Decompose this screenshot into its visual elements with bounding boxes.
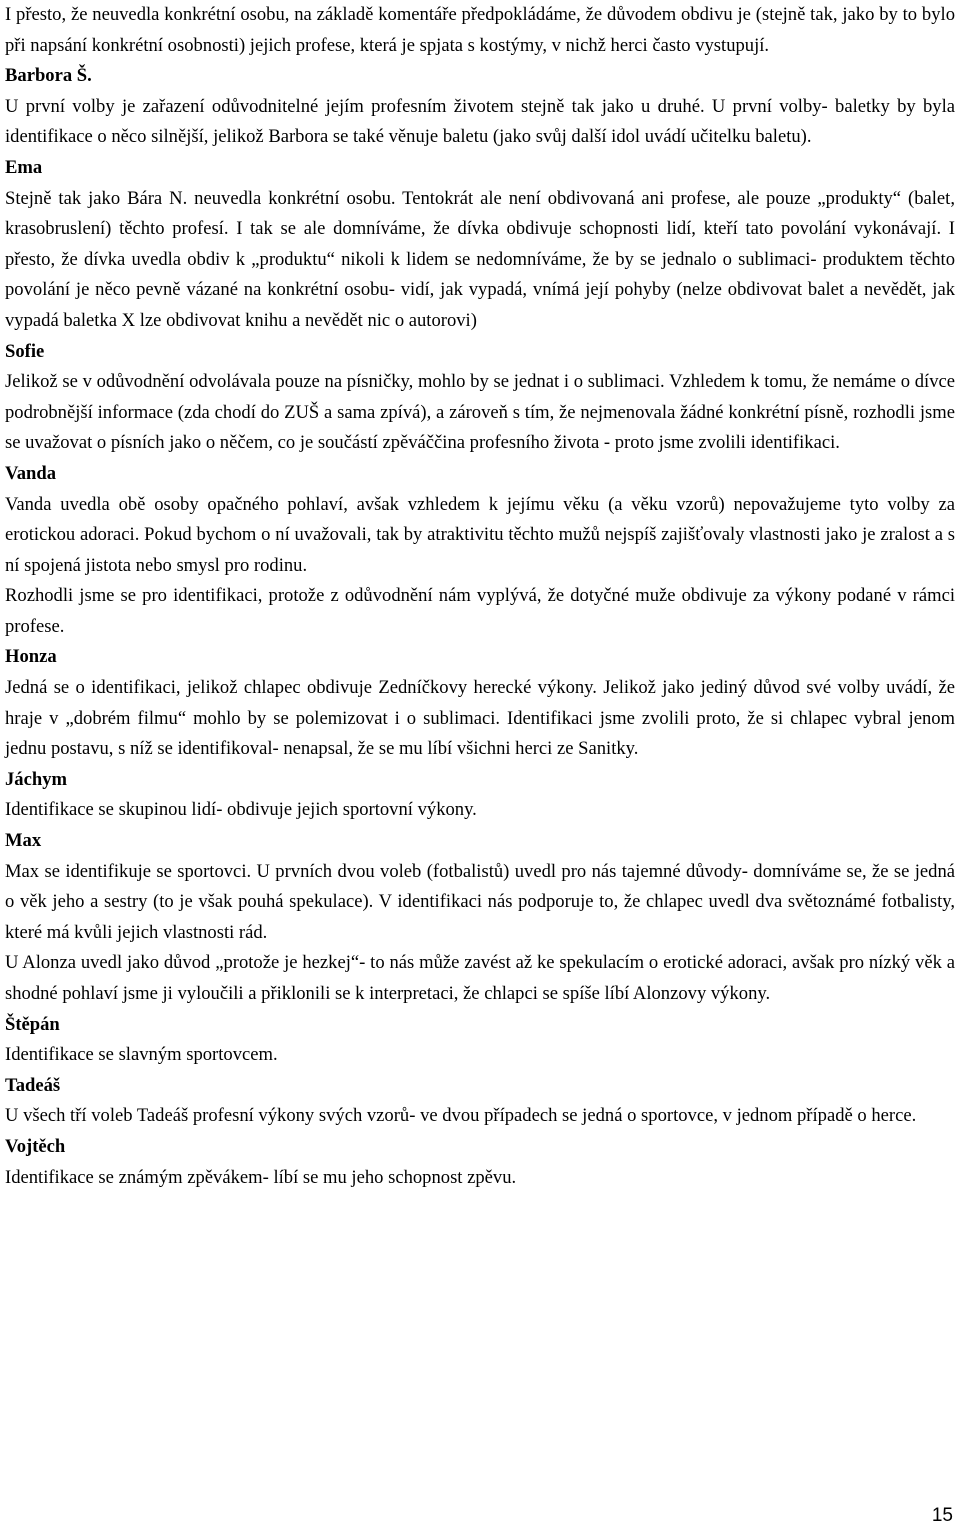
paragraph-barbora: U první volby je zařazení odůvodnitelné jejím profesním životem stejně tak jako u druhé. U první volby- baletky by byla identifikace o něco silnější, jelikož Barbora se také věnuje baletu (jako svůj další idol uvádí učitelku baletu). xyxy=(5,95,955,148)
heading-max: Max xyxy=(5,830,42,852)
heading-honza: Honza xyxy=(5,646,57,668)
document-body xyxy=(5,0,955,1193)
heading-sofie: Sofie xyxy=(5,340,45,362)
heading-jachym: Jáchym xyxy=(5,768,67,790)
paragraph-jachym: Identifikace se skupinou lidí- obdivuje jejich sportovní výkony. xyxy=(5,799,477,821)
paragraph-stepan: Identifikace se slavným sportovcem. xyxy=(5,1044,278,1066)
paragraph-max-1: Max se identifikuje se sportovci. U prvních dvou voleb (fotbalistů) uvedl pro nás tajemné důvody- domníváme se, že se jedná o věk jeho a sestry (to je však pouhá spekulace). V identifikaci nás podporuje to, že chlapec uvedl dva světoznámé fotbalisty, které má kvůli jejich vlastnosti rád. xyxy=(5,860,955,943)
heading-vanda: Vanda xyxy=(5,462,56,484)
paragraph-ema: Stejně tak jako Bára N. neuvedla konkrétní osobu. Tentokrát ale není obdivovaná ani profese, ale pouze „produkty“ (balet, krasobruslení) těchto profesí. I tak se ale domníváme, že dívka obdivuje schopnosti lidí, kteří tato povolání vykonávají. I přesto, že dívka uvedla obdiv k „produktu“ nikoli k lidem se nedomníváme, že by se jednalo o sublimaci- produktem těchto povolání je něco pevně vázané na konkrétní osobu- vidí, jak vypadá, vnímá její pohyby (nelze obdivovat balet a nevědět, jak vypadá baletka X lze obdivovat knihu a nevědět nic o autorovi) xyxy=(5,187,955,331)
paragraph-max-2: U Alonza uvedl jako důvod „protože je hezkej“- to nás může zavést až ke spekulacím o erotické adoraci, avšak pro nízký věk a shodné pohlaví jsme ji vyloučili a přiklonili se k interpretaci, že chlapci se spíše líbí Alonzovy výkony. xyxy=(5,952,955,1004)
heading-tadeas: Tadeáš xyxy=(5,1074,61,1096)
intro-paragraph: I přesto, že neuvedla konkrétní osobu, na základě komentáře předpokládáme, že důvodem obdivu je (stejně tak, jako by to bylo při napsání konkrétní osobnosti) jejich profese, která je spjata s kostýmy, v nichž herci často vystupují. xyxy=(5,4,955,56)
heading-vojtech: Vojtěch xyxy=(5,1135,66,1157)
paragraph-sofie: Jelikož se v odůvodnění odvolávala pouze na písničky, mohlo by se jednat i o sublimaci. Vzhledem k tomu, že nemáme o dívce podrobnější informace (zda chodí do ZUŠ a sama zpívá), a zároveň s tím, že nejmenovala žádné konkrétní písně, rozhodli jsme se uvažovat o písních jako o něčem, co je součástí zpěváččina profesního života - proto jsme zvolili identifikaci. xyxy=(5,371,955,454)
heading-barbora: Barbora Š. xyxy=(5,65,92,87)
paragraph-tadeas: U všech tří voleb Tadeáš profesní výkony svých vzorů- ve dvou případech se jedná o sportovce, v jednom případě o herce. xyxy=(5,1105,917,1127)
paragraph-vanda-2: Rozhodli jsme se pro identifikaci, protože z odůvodnění nám vyplývá, že dotyčné muže obdivuje za výkony podané v rámci profese. xyxy=(5,585,955,637)
heading-stepan: Štěpán xyxy=(5,1013,60,1035)
paragraph-vojtech: Identifikace se známým zpěvákem- líbí se mu jeho schopnost zpěvu. xyxy=(5,1166,517,1188)
paragraph-honza: Jedná se o identifikaci, jelikož chlapec obdivuje Zedníčkovy herecké výkony. Jelikož jako jediný důvod své volby uvádí, že hraje v „dobrém filmu“ mohlo by se polemizovat i o sublimaci. Identifikaci jsme zvolili proto, že si chlapec vybral jenom jednu postavu, s níž se identifikoval- nenapsal, že se mu líbí všichni herci ze Sanitky. xyxy=(5,677,955,760)
heading-ema: Ema xyxy=(5,156,43,178)
paragraph-vanda-1: Vanda uvedla obě osoby opačného pohlaví, avšak vzhledem k jejímu věku (a věku vzorů) nepovažujeme tyto volby za erotickou adoraci. Pokud bychom o ní uvažovali, tak by atraktivitu těchto mužů nejspíš zajišťovaly vlastnosti jako je zralost a s ní spojená jistota nebo smysl pro rodinu. xyxy=(5,493,955,576)
page-number: 15 xyxy=(931,1505,953,1526)
